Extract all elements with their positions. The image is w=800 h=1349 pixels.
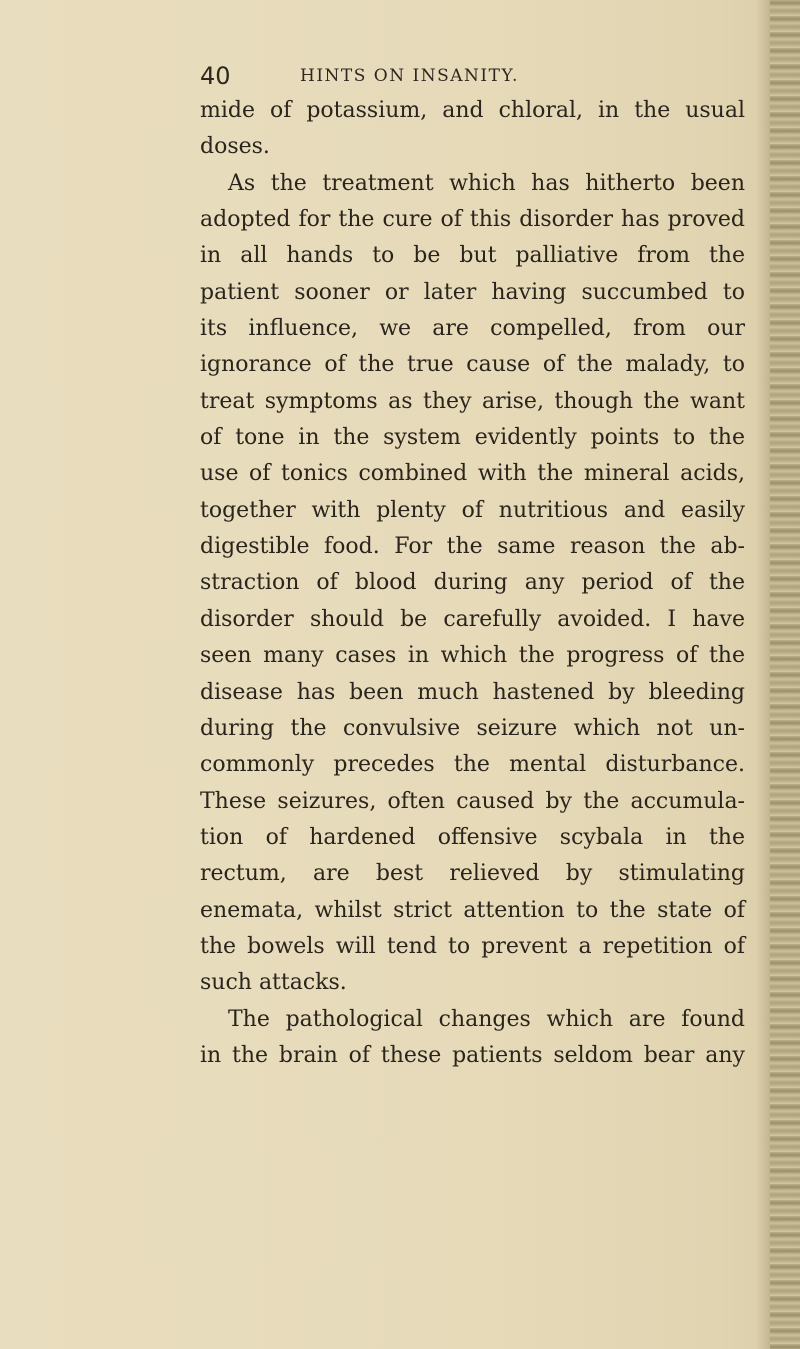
text-line: digestible food. For the same reason the ab- bbox=[200, 534, 745, 560]
page-edge-shadow bbox=[756, 0, 770, 1349]
page-header bbox=[200, 62, 740, 92]
text-line: use of tonics combined with the mineral acids, bbox=[200, 461, 745, 487]
text-line: rectum, are best relieved by stimulating bbox=[200, 861, 745, 887]
text-line: mide of potassium, and chloral, in the usual bbox=[200, 98, 745, 123]
page-edge bbox=[770, 0, 800, 1349]
text-line: ignorance of the true cause of the malady, to bbox=[200, 352, 745, 378]
text-line: in the brain of these patients seldom bear any bbox=[200, 1042, 745, 1068]
body-text bbox=[200, 93, 745, 1074]
text-line: treat symptoms as they arise, though the want bbox=[200, 388, 745, 414]
text-line: such attacks. bbox=[200, 970, 347, 996]
text-line: The pathological changes which are found bbox=[228, 1006, 745, 1032]
text-line: straction of blood during any period of the bbox=[200, 570, 745, 596]
text-line: of tone in the system evidently points to the bbox=[200, 425, 745, 451]
text-line: seen many cases in which the progress of the bbox=[200, 643, 745, 669]
text-line: during the convulsive seizure which not un- bbox=[200, 715, 745, 741]
text-line: As the treatment which has hitherto been bbox=[228, 170, 745, 196]
text-line: patient sooner or later having succumbed to bbox=[200, 279, 745, 305]
running-head: HINTS ON INSANITY. bbox=[300, 66, 519, 86]
text-line: doses. bbox=[200, 134, 270, 160]
text-line: disease has been much hastened by bleeding bbox=[200, 679, 745, 705]
text-line: in all hands to be but palliative from the bbox=[200, 243, 745, 269]
text-line: adopted for the cure of this disorder has proved bbox=[200, 207, 745, 233]
text-line: together with plenty of nutritious and easily bbox=[200, 497, 745, 523]
text-line: These seizures, often caused by the accumula- bbox=[200, 788, 745, 814]
text-line: commonly precedes the mental disturbance. bbox=[200, 752, 745, 778]
text-line: disorder should be carefully avoided. I have bbox=[200, 606, 745, 632]
text-line: the bowels will tend to prevent a repetition of bbox=[200, 933, 745, 959]
text-line: enemata, whilst strict attention to the state of bbox=[200, 897, 745, 923]
text-line: tion of hardened offensive scybala in the bbox=[200, 824, 745, 850]
page-number: 40 bbox=[200, 62, 231, 90]
text-line: its influence, we are compelled, from our bbox=[200, 316, 745, 342]
